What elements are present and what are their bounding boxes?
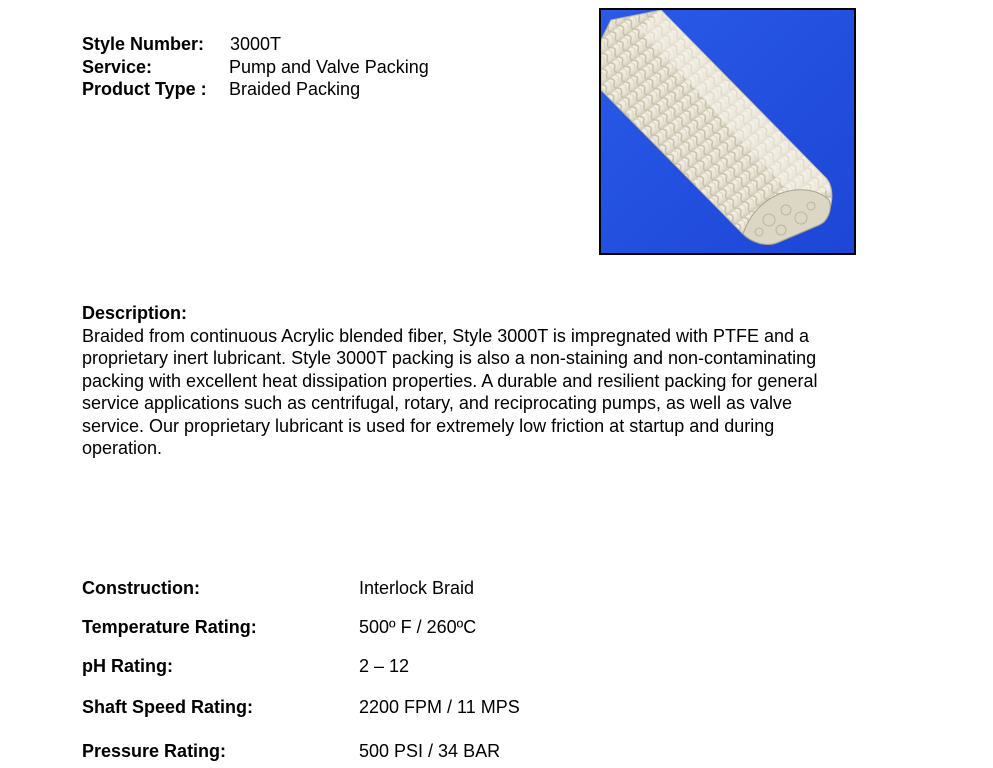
product-header	[82, 33, 429, 101]
service-value: Pump and Valve Packing	[229, 56, 429, 77]
description-line: service. Our proprietary lubricant is used for extremely low friction at startup and during	[82, 415, 775, 436]
product-photo	[599, 8, 856, 255]
description-line: service applications such as centrifugal, rotary, and reciprocating pumps, as well as valve	[82, 393, 793, 413]
spec-value: 500 PSI / 34 BAR	[359, 741, 501, 761]
description-line: packing with excellent heat dissipation properties. A durable and resilient packing for general	[82, 370, 818, 391]
service-row	[82, 56, 429, 79]
description-heading: Description:	[82, 303, 188, 323]
product-type-row	[82, 78, 361, 101]
spec-label: Temperature Rating:	[82, 617, 257, 637]
braided-packing-image	[601, 10, 854, 253]
spec-value: 2 – 12	[359, 656, 410, 676]
description-line: operation.	[82, 438, 163, 458]
spec-row-shaft-speed	[82, 695, 682, 719]
product-type-label: Product Type :	[82, 79, 207, 99]
spec-label: Pressure Rating:	[82, 741, 227, 761]
style-number-row	[82, 33, 282, 56]
product-type-value: Braided Packing	[229, 79, 361, 99]
spec-row-ph	[82, 654, 682, 678]
style-number-label: Style Number:	[82, 34, 205, 54]
spec-row-construction	[82, 576, 682, 600]
spec-label: Shaft Speed Rating:	[82, 697, 254, 717]
spec-label: Construction:	[82, 578, 200, 598]
description-section	[82, 302, 902, 460]
spec-value: 2200 FPM / 11 MPS	[359, 697, 520, 717]
spec-value: 500º F / 260ºC	[359, 617, 477, 637]
service-label: Service:	[82, 56, 153, 77]
spec-value: Interlock Braid	[359, 578, 475, 598]
spec-row-pressure	[82, 739, 682, 763]
spec-label: pH Rating:	[82, 656, 173, 676]
description-line: proprietary inert lubricant. Style 3000T packing is also a non-staining and non-contaminating	[82, 348, 817, 368]
description-line: Braided from continuous Acrylic blended fiber, Style 3000T is impregnated with PTFE and a	[82, 325, 810, 346]
style-number-value: 3000T	[230, 34, 282, 54]
spec-row-temperature	[82, 615, 682, 639]
